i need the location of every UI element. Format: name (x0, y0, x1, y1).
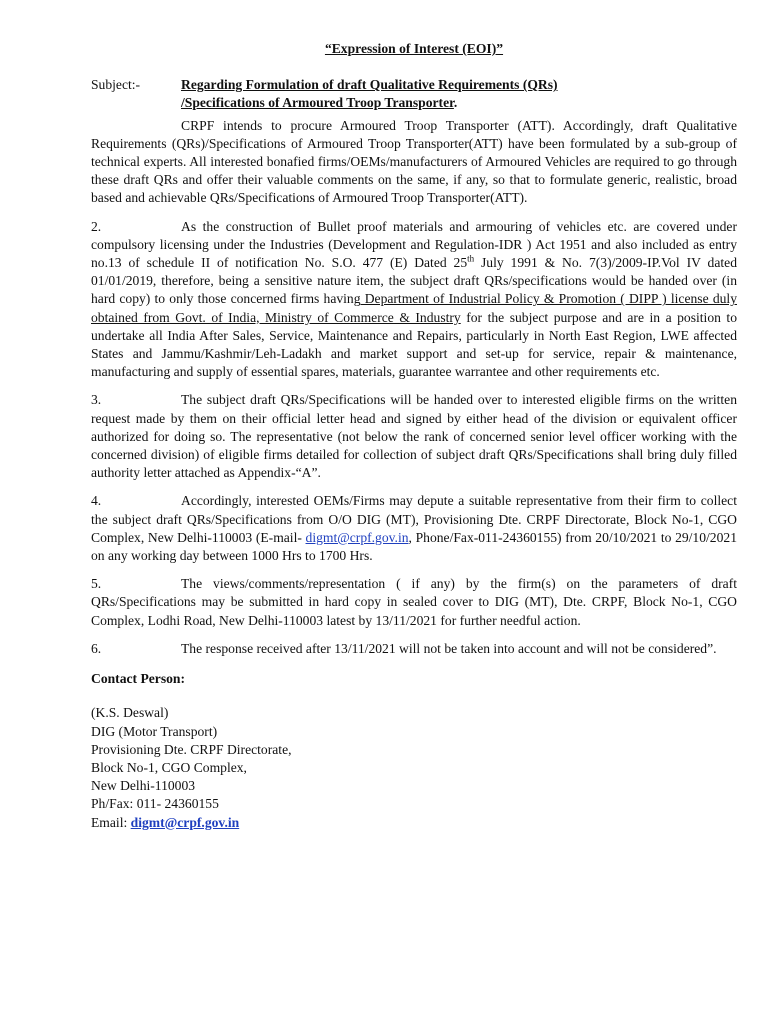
paragraph-4-text-b: , Phone/Fax-011-24360155) from 20/10/2021 to 29/10/2021 on any working day between 1000 Hrs to 1700 Hrs. (91, 529, 737, 564)
paragraph-2-number: 2. (91, 218, 102, 234)
contact-email-row (91, 814, 737, 832)
subject-line-2: /Specifications of Armoured Troop Transporter (181, 95, 454, 111)
contact-block-address: Block No-1, CGO Complex, (91, 759, 247, 775)
paragraph-2-text-a: As the construction of Bullet proof materials and armouring of vehicles etc. are covered under compulsory licensing under the Industries (Development and Regulation-IDR ) Act 1951 and also included as entry no.13 of schedule II of notification No. S.O. 477 (E) Dated 25 (91, 218, 737, 271)
paragraph-4-number: 4. (91, 493, 102, 509)
paragraph-4 (91, 492, 737, 565)
subject-row (91, 76, 737, 112)
paragraph-3-text: The subject draft QRs/Specifications will be handed over to interested eligible firms on the written request made by them on their official letter head and signed by either head of the division or equivalent officer authorized for doing so. The representative (not below the rank of concerned senior level officer working with the concerned division) of eligible firms detailed for collection of subject draft QRs/Specifications shall bring duly filled authority letter attached as Appendix-“A”. (91, 392, 737, 481)
paragraph-2-text-c: for the subject purpose and are in a position to undertake all India After Sales, Service, Maintenance and Repairs, particularly in North East Region, LWE affected States and Jammu/Kashmir/Leh-Ladakh and market support and set-up for service, repair & maintenance, manufacturing and supply of essential spares, materials, guarantee warrantee and other requirements etc. (91, 309, 737, 380)
contact-block (91, 704, 737, 831)
subject-text (181, 76, 558, 112)
paragraph-5-number: 5. (91, 576, 102, 592)
paragraph-5 (91, 575, 737, 630)
contact-email-link[interactable]: digmt@crpf.gov.in (130, 814, 240, 830)
paragraph-3 (91, 391, 737, 482)
paragraph-5-text: The views/comments/representation ( if any) by the firm(s) on the parameters of draft QRs/Specifications may be submitted in hard copy in sealed cover to DIG (MT), Dte. CRPF, Block No-1, CGO Complex, Lodhi Road, New Delhi-110003 latest by 13/11/2021 for further needful action. (91, 576, 737, 628)
contact-office: Provisioning Dte. CRPF Directorate, (91, 741, 292, 757)
contact-phone: Ph/Fax: 011- 24360155 (91, 796, 219, 812)
paragraph-6-number: 6. (91, 640, 102, 656)
paragraph-4-text-a: Accordingly, interested OEMs/Firms may depute a suitable representative from their firm to collect the subject draft QRs/Specifications from O/O DIG (MT), Provisioning Dte. CRPF Directorate, Block No-1, CGO Complex, New Delhi-110003 (E-mail- (91, 493, 737, 545)
paragraph-4-email-link[interactable]: digmt@crpf.gov.in (305, 529, 409, 545)
subject-label: Subject:- (91, 77, 141, 93)
intro-paragraph: CRPF intends to procure Armoured Troop Transporter (ATT). Accordingly, draft Qualitative Requirements (QRs)/Specifications of Armoured Troop Transporter(ATT) have been formulated by a sub-group of technical experts. All interested bonafied firms/OEMs/manufacturers of Armoured Vehicles are required to go through these draft QRs and offer their valuable comments on the same, if any, so that to formulate generic, realistic, broad based and achievable QRs/Specifications of Armoured Troop Transporter(ATT). (91, 117, 737, 206)
paragraph-3-number: 3. (91, 392, 102, 408)
contact-name: (K.S. Deswal) (91, 705, 169, 721)
paragraph-6 (91, 640, 737, 658)
paragraph-6-text: The response received after 13/11/2021 will not be taken into account and will not be considered”. (181, 640, 717, 656)
document-title: “Expression of Interest (EOI)” (324, 41, 504, 56)
subject-line-1: Regarding Formulation of draft Qualitative Requirements (QRs) (181, 77, 558, 93)
contact-email-label: Email: (91, 814, 131, 830)
contact-designation: DIG (Motor Transport) (91, 723, 218, 739)
paragraph-2-text-b: July 1991 & No. 7(3)/2009-IP.Vol IV dated 01/01/2019, therefore, being a sensitive nature item, the subject draft QRs/specifications would be handed over (in hard copy) to only those concerned firms having (91, 255, 737, 307)
paragraph-2-superscript: th (467, 253, 475, 264)
paragraph-2 (91, 218, 737, 382)
contact-city: New Delhi-110003 (91, 778, 196, 794)
paragraph-2-underlined: Department of Industrial Policy & Promotion ( DIPP ) license duly obtained from Govt. of India, Ministry of Commerce & Industry (91, 291, 737, 325)
subject-line-2-end: . (453, 95, 458, 111)
contact-heading: Contact Person: (91, 671, 186, 687)
document-page (91, 40, 737, 832)
